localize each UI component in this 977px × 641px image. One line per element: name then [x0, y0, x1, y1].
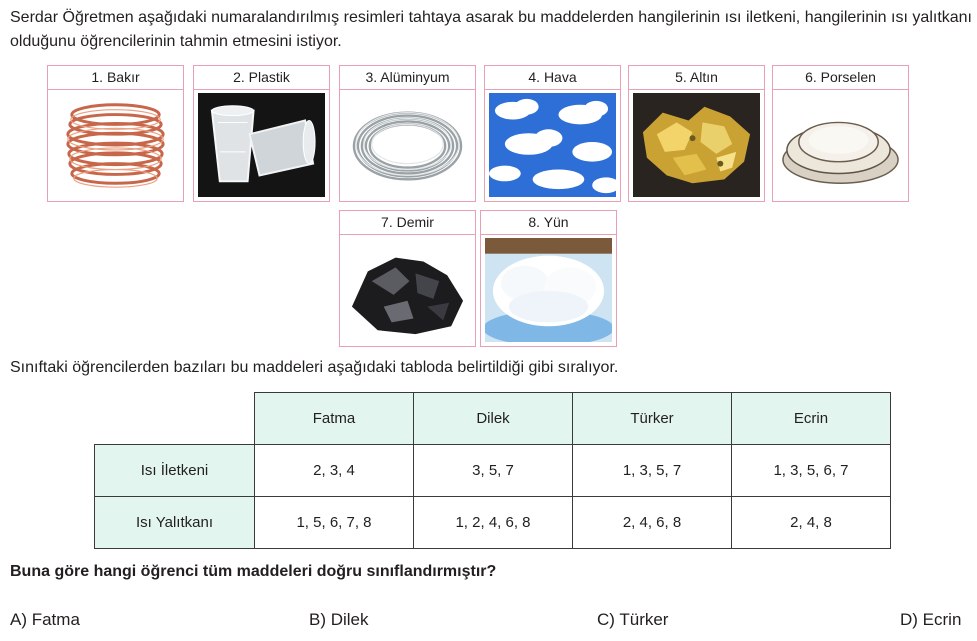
table-cell: 2, 3, 4 — [255, 445, 414, 497]
row-header: Isı Yalıtkanı — [95, 497, 255, 549]
table-row-insulator — [95, 497, 891, 549]
table-cell: 1, 3, 5, 7 — [573, 445, 732, 497]
question-text: Buna göre hangi öğrenci tüm maddeleri doğru sınıflandırmıştır? — [10, 563, 497, 580]
material-label: 3. Alüminyum — [340, 66, 475, 90]
classification-table — [94, 392, 891, 549]
material-label: 1. Bakır — [48, 66, 183, 90]
gold-nugget-icon — [633, 93, 760, 197]
table-cell: 3, 5, 7 — [414, 445, 573, 497]
material-card-wool — [480, 210, 617, 347]
table-row-conductor — [95, 445, 891, 497]
material-label: 4. Hava — [485, 66, 620, 90]
table-corner-cell — [95, 393, 255, 445]
material-card-porcelain — [772, 65, 909, 202]
material-card-aluminum — [339, 65, 476, 202]
option-c[interactable]: C) Türker — [597, 610, 669, 629]
material-label: 5. Altın — [629, 66, 764, 90]
intro-text: Serdar Öğretmen aşağıdaki numaralandırılmış resimleri tahtaya asarak bu maddelerden hangilerinin ısı iletkeni, hangilerinin ısı yalıtkanı olduğunu öğrencilerinin tahmin etmesini istiyor. — [10, 9, 972, 50]
table-cell: 1, 2, 4, 6, 8 — [414, 497, 573, 549]
table-cell: 2, 4, 6, 8 — [573, 497, 732, 549]
porcelain-plates-icon — [777, 93, 904, 197]
material-card-plastic — [193, 65, 330, 202]
option-b[interactable]: B) Dilek — [309, 610, 369, 629]
material-card-air — [484, 65, 621, 202]
table-cell: 1, 5, 6, 7, 8 — [255, 497, 414, 549]
material-label: 6. Porselen — [773, 66, 908, 90]
option-d[interactable]: D) Ecrin — [900, 610, 962, 629]
material-label: 8. Yün — [481, 211, 616, 235]
aluminum-wire-icon — [344, 93, 471, 197]
student-header: Ecrin — [732, 393, 891, 445]
material-label: 7. Demir — [340, 211, 475, 235]
plastic-cups-icon — [198, 93, 325, 197]
option-a[interactable]: A) Fatma — [10, 610, 80, 629]
student-header: Dilek — [414, 393, 573, 445]
material-card-gold — [628, 65, 765, 202]
student-header: Türker — [573, 393, 732, 445]
row-header: Isı İletkeni — [95, 445, 255, 497]
material-card-copper — [47, 65, 184, 202]
table-intro-text: Sınıftaki öğrencilerden bazıları bu maddeleri aşağıdaki tabloda belirtildiği gibi sıralıyor. — [10, 359, 619, 376]
student-header: Fatma — [255, 393, 414, 445]
material-label: 2. Plastik — [194, 66, 329, 90]
copper-wire-icon — [52, 93, 179, 197]
material-card-iron — [339, 210, 476, 347]
table-cell: 1, 3, 5, 6, 7 — [732, 445, 891, 497]
table-cell: 2, 4, 8 — [732, 497, 891, 549]
sky-clouds-icon — [489, 93, 616, 197]
iron-ore-icon — [344, 238, 471, 342]
wool-icon — [485, 238, 612, 342]
